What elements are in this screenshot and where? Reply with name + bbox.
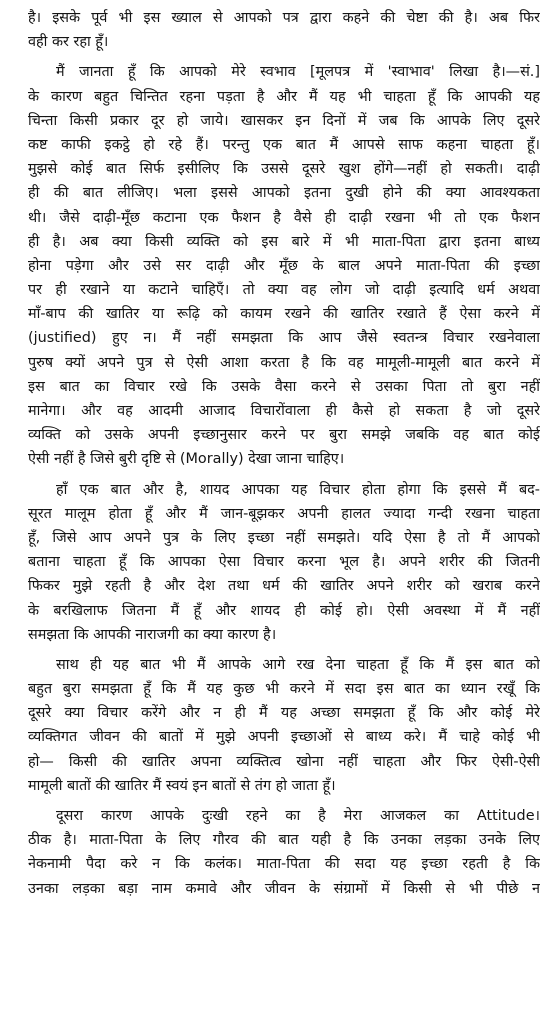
text-line: मुझसे कोई बात सिर्फ इसीलिए कि उससे दूसरे खुश होंगे—नहीं हो सकती। दाढ़ी (28, 161, 540, 178)
text-line: ठीक है। माता-पिता के लिए गौरव की बात यही है कि उनका लड़का उनके लिए (28, 832, 540, 849)
text-line: के बरखिलाफ जितना मैं हूँ और शायद ही कोई हो। ऐसी अवस्था में मैं नहीं (28, 602, 540, 619)
text-line: बहुत बुरा समझता हूँ कि मैं यह कुछ भी करने में सदा इस बात का ध्यान रखूँ कि (28, 681, 540, 698)
text-line: कष्ट काफी इकट्ठे हो रहे हैं। परन्तु एक बात मैं आपसे साफ कहना चाहता हूँ। (28, 136, 540, 153)
text-line: ही की बात लीजिए। भला इससे आपको इतना दुखी होने की क्या आवश्यकता (28, 185, 540, 202)
text-line: (justified) हुए न। मैं नहीं समझता कि आप जैसे स्वतन्त्र विचार रखनेवाला (28, 330, 540, 347)
text-line: फिकर मुझे रहती है और देश तथा धर्म की खातिर अपने शरीर को खराब करने (28, 578, 540, 595)
text-line: माँ-बाप की खातिर या रूढ़ि को कायम रखने की खातिर रखाते हैं ऐसा करने में (28, 306, 540, 323)
text-line: नेकनामी पैदा करे न कि कलंक। माता-पिता की सदा यह इच्छा रहती है कि (28, 856, 540, 873)
text-line: समझता कि आपकी नाराजगी का क्या कारण है। (28, 626, 277, 643)
text-line: होना पड़ेगा और उसे सर दाढ़ी और मूँछ के बाल अपने माता-पिता की इच्छा (28, 257, 540, 274)
text-line: मैं जानता हूँ कि आपको मेरे स्वभाव [मूलपत्र में 'स्वाभाव' लिखा है।—सं.] (56, 64, 540, 81)
text-line: है। इसके पूर्व भी इस ख्याल से आपको पत्र द्वारा कहने की चेष्टा की है। अब फिर (28, 10, 540, 26)
text-line: थी। जैसे दाढ़ी-मूँछ कटाना एक फैशन है वैसे ही दाढ़ी रखना भी तो एक फैशन (28, 209, 540, 226)
text-line: उनका लड़का बड़ा नाम कमावे और जीवन के संग्रामों में किसी से भी पीछे न (28, 880, 540, 897)
text-line: वही कर रहा हूँ। (28, 34, 109, 51)
text-line: मामूली बातों की खातिर मैं स्वयं इन बातों से तंग हो जाता हूँ। (28, 777, 336, 794)
text-line: पर ही रखाने या कटाने चाहिएँ। तो क्या वह लोग जो दाढ़ी इत्यादि धर्म अथवा (28, 282, 540, 299)
text-line: दूसरे क्या विचार करेंगे और न ही मैं यह अच्छा समझता हूँ कि और कोई मेरे (28, 705, 540, 722)
text-line: ही है। अब क्या किसी व्यक्ति को इस बारे में भी माता-पिता द्वारा इतना बाध्य (28, 233, 540, 250)
text-line: हो— किसी की खातिर अपना व्यक्तित्व खोना नहीं चाहता और फिर ऐसी-ऐसी (28, 753, 540, 770)
text-line: साथ ही यह बात भी मैं आपके आगे रख देना चाहता हूँ कि मैं इस बात को (56, 656, 540, 673)
text-line: दूसरा कारण आपके दुःखी रहने का है मेरा आजकल का Attitude। (56, 808, 540, 824)
text-line: व्यक्तिगत जीवन की बातों में मुझे अपनी इच्छाओं से बाध्य करे। मैं चाहे कोई भी (28, 729, 540, 746)
text-line: बताना चाहता हूँ कि आपका ऐसा विचार करना भूल है। अपने शरीर की जितनी (28, 554, 540, 571)
text-line: हाँ एक बात और है, शायद आपका यह विचार होता होगा कि इससे मैं बद- (56, 481, 540, 498)
text-line: मानेगा। और वह आदमी आजाद विचारोंवाला ही कैसे हो सकता है जो दूसरे (28, 403, 540, 419)
text-line: के कारण बहुत चिन्तित रहना पड़ता है और मैं यह भी चाहता हूँ कि आपकी यह (28, 88, 540, 105)
text-line: हूँ, जिसे आप अपने पुत्र के लिए इच्छा नहीं समझते। यदि ऐसा है तो मैं आपको (28, 529, 540, 546)
text-line: इस बात का विचार रखे कि उसके वैसा करने से उसका पिता तो बुरा नहीं (28, 378, 540, 395)
text-line: सूरत मालूम होता हूँ और मैं जान-बूझकर अपनी हालत ज्यादा गन्दी रखना चाहता (28, 505, 540, 522)
text-line: चिन्ता किसी प्रकार दूर हो जाये। खासकर इन दिनों में जब कि आपके लिए दूसरे (28, 112, 540, 129)
text-line: व्यक्ति को उसके अपनी इच्छानुसार करने पर बुरा समझे जबकि वह बात कोई (28, 427, 540, 444)
text-line: पुरुष क्यों अपने पुत्र से ऐसी आशा करता है कि वह मामूली-मामूली बात करने में (28, 354, 540, 371)
text-line: ऐसी नहीं है जिसे बुरी दृष्टि से (Morally) देखा जाना चाहिए। (28, 451, 345, 468)
